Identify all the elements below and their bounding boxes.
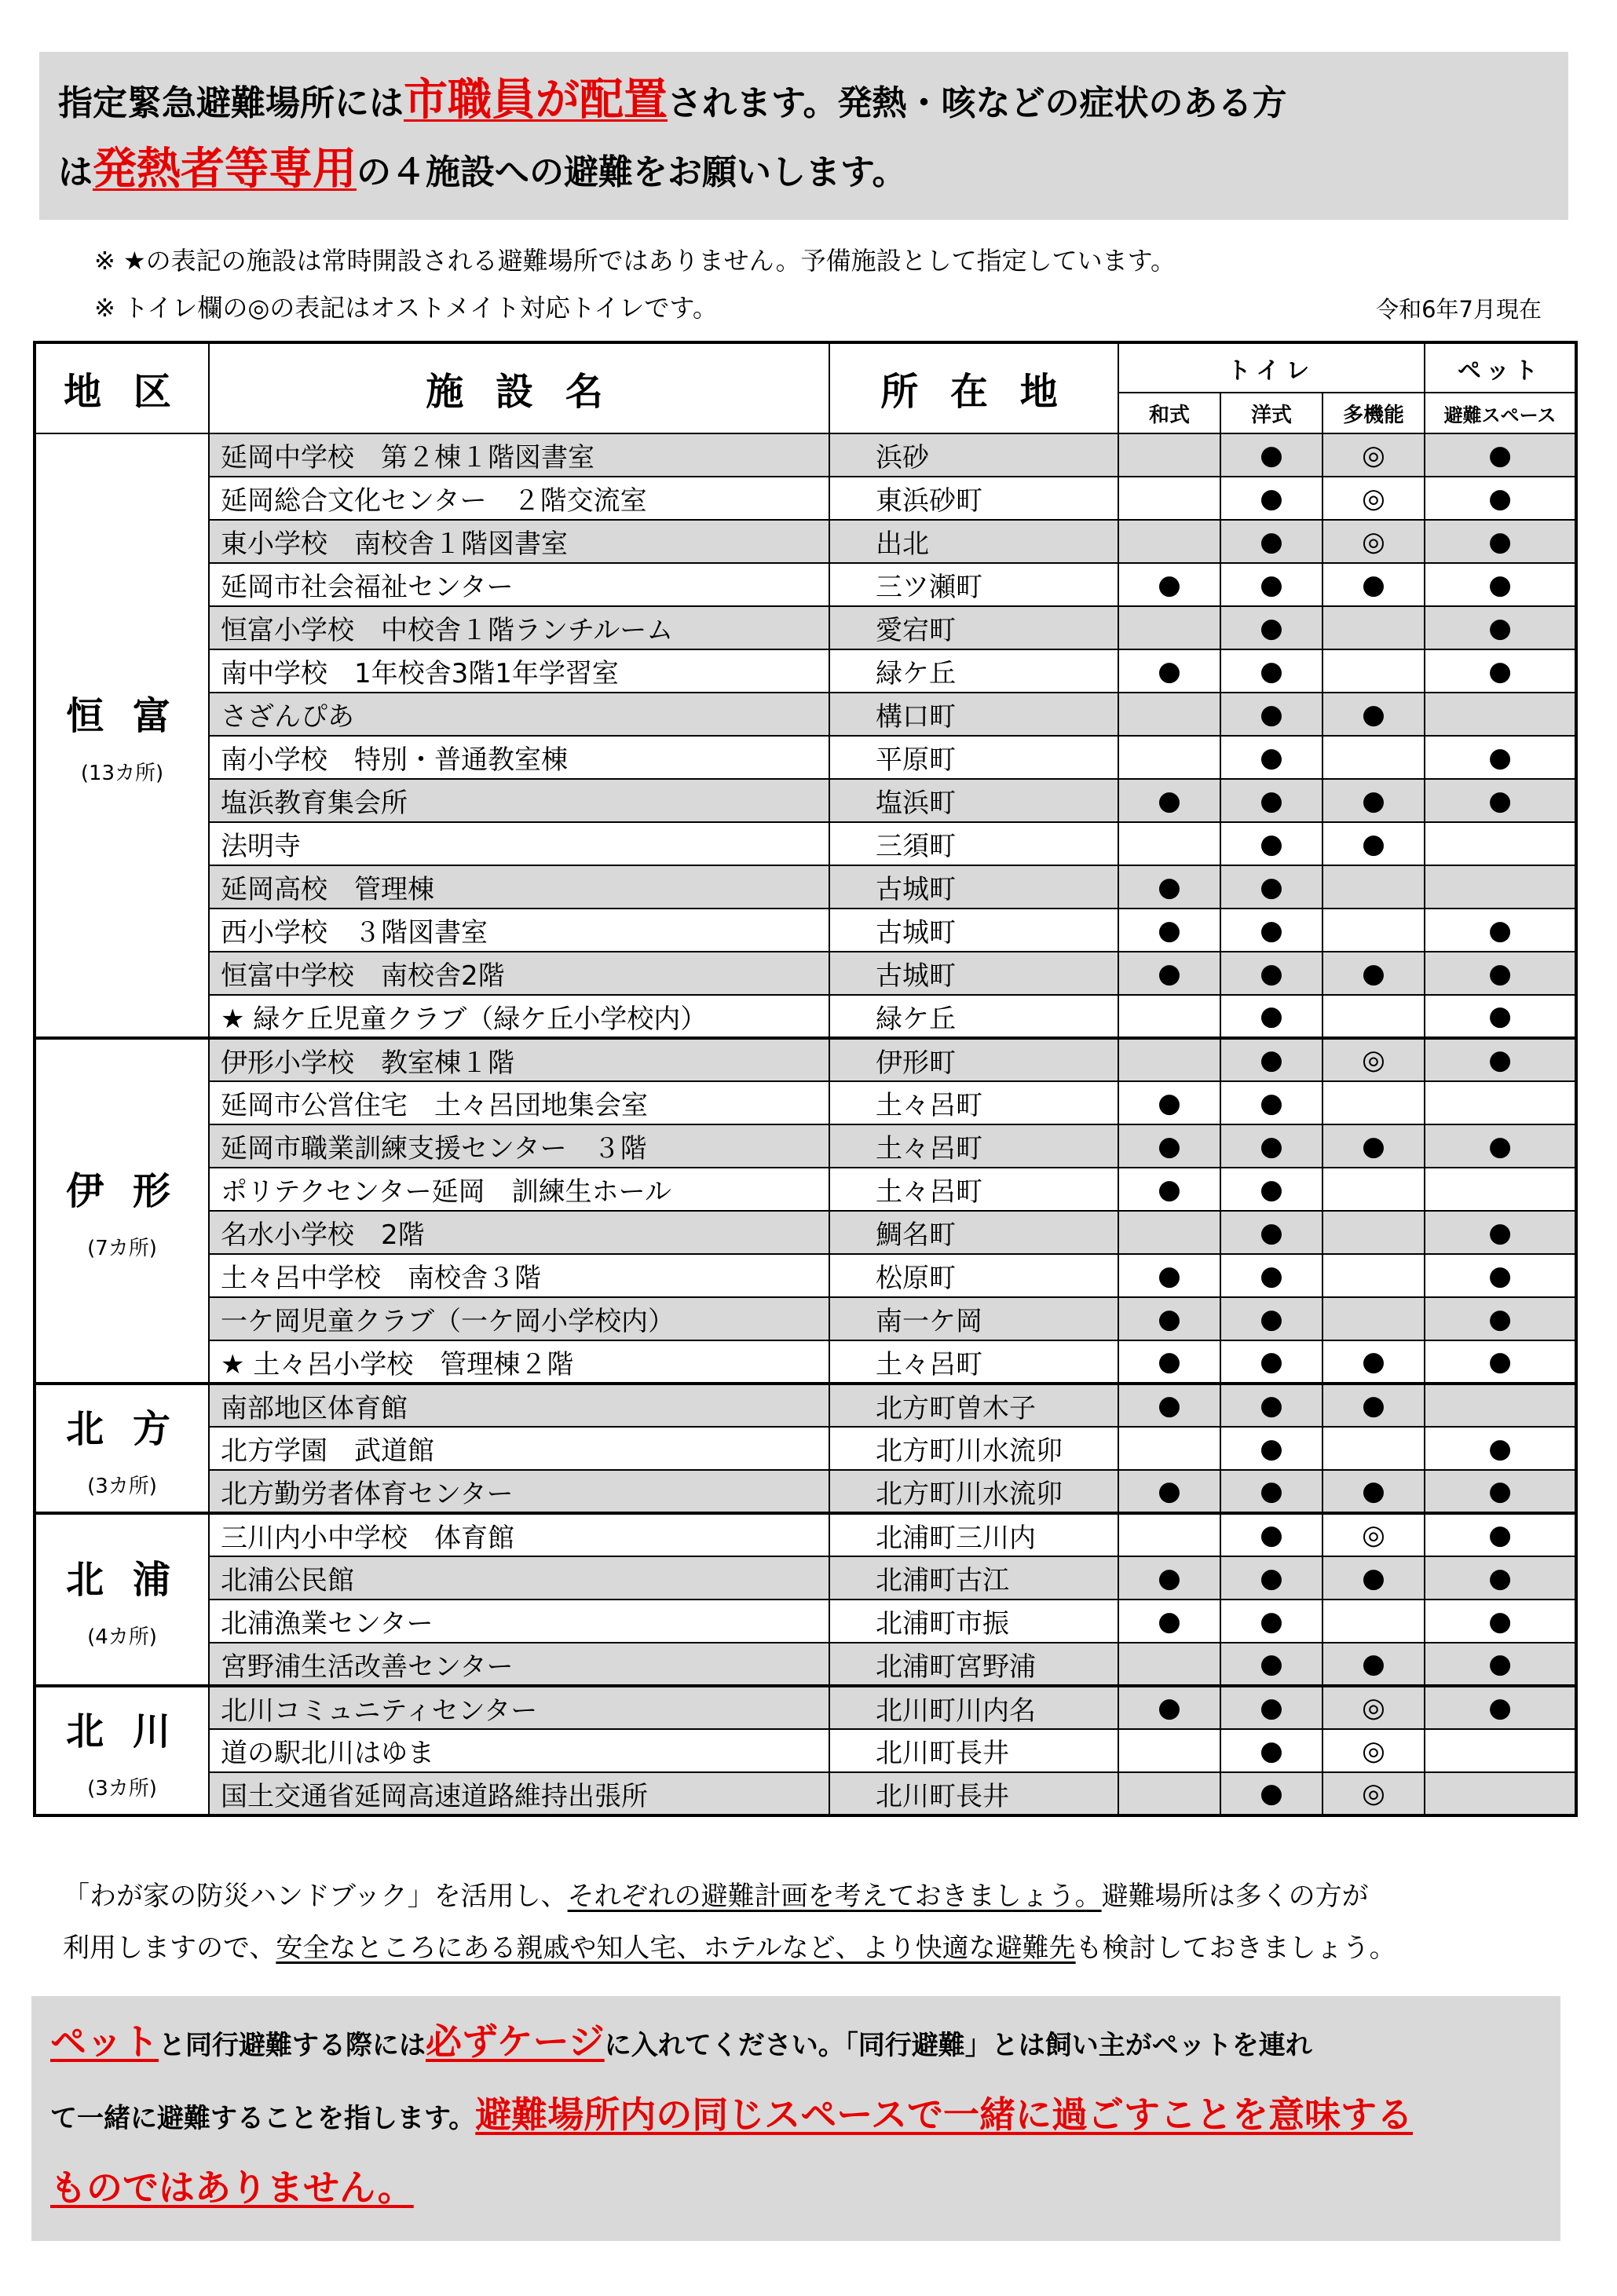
toilet-multi: ● <box>1323 1470 1425 1513</box>
toilet-multi <box>1323 1211 1425 1254</box>
pet-space <box>1425 693 1576 736</box>
pet-warning: 避難場所内の同じスペースで一緒に過ごすことを意味する <box>475 2093 1413 2136</box>
table-row <box>35 1643 1576 1686</box>
toilet-multi: ◎ <box>1323 1729 1425 1772</box>
advice-underline: 安全なところにある親戚や知人宅、ホテルなど、より快適な避難先 <box>276 1932 1076 1964</box>
toilet-multi <box>1323 1427 1425 1470</box>
toilet-washiki <box>1118 693 1220 736</box>
pet-space <box>1425 1081 1576 1124</box>
header-banner <box>39 52 1568 220</box>
facility-name: 北方学園 武道館 <box>209 1427 829 1470</box>
facility-address: 北方町曽木子 <box>829 1384 1118 1427</box>
advice-text: 「わが家の防災ハンドブック」を活用し、 <box>63 1881 568 1912</box>
pet-space: ● <box>1425 1297 1576 1340</box>
facility-address: 緑ケ丘 <box>829 649 1118 693</box>
district-name: 北 方 <box>66 1406 178 1451</box>
note-star: ※ ★の表記の施設は常時開設される避難場所ではありません。予備施設として指定しています。 <box>94 246 1176 276</box>
facility-name: ★ 緑ケ丘児童クラブ（緑ケ丘小学校内） <box>209 995 829 1038</box>
header-toilet: トイレ <box>1118 342 1425 393</box>
header-multi: 多機能 <box>1323 393 1425 433</box>
facility-name: 西小学校 ３階図書室 <box>209 909 829 952</box>
facility-name: 南部地区体育館 <box>209 1384 829 1427</box>
toilet-washiki: ● <box>1118 1297 1220 1340</box>
facility-address: 松原町 <box>829 1254 1118 1297</box>
pet-text: に入れてください。「同行避難」とは飼い主がペットを連れ <box>604 2030 1312 2061</box>
facility-name: 東小学校 南校舎１階図書室 <box>209 520 829 563</box>
toilet-washiki: ● <box>1118 1168 1220 1211</box>
toilet-washiki <box>1118 995 1220 1038</box>
table-row <box>35 1729 1576 1772</box>
table-row <box>35 477 1576 520</box>
pet-space: ● <box>1425 1038 1576 1081</box>
toilet-yoshiki: ● <box>1220 1643 1323 1686</box>
pet-space: ● <box>1425 952 1576 995</box>
pet-space: ● <box>1425 1211 1576 1254</box>
district-cell <box>35 1384 209 1513</box>
toilet-washiki: ● <box>1118 649 1220 693</box>
facility-name: 南小学校 特別・普通教室棟 <box>209 736 829 779</box>
pet-space: ● <box>1425 1643 1576 1686</box>
toilet-washiki <box>1118 1513 1220 1556</box>
facility-address: 伊形町 <box>829 1038 1118 1081</box>
table-row <box>35 779 1576 822</box>
table-row <box>35 1168 1576 1211</box>
toilet-washiki <box>1118 433 1220 477</box>
facility-name: さざんぴあ <box>209 693 829 736</box>
shelter-table <box>33 341 1578 1817</box>
toilet-washiki <box>1118 1729 1220 1772</box>
toilet-yoshiki: ● <box>1220 865 1323 909</box>
toilet-washiki: ● <box>1118 1081 1220 1124</box>
toilet-yoshiki: ● <box>1220 520 1323 563</box>
toilet-yoshiki: ● <box>1220 1729 1323 1772</box>
facility-name: 伊形小学校 教室棟１階 <box>209 1038 829 1081</box>
toilet-yoshiki: ● <box>1220 1600 1323 1643</box>
table-row <box>35 1124 1576 1168</box>
table-row <box>35 736 1576 779</box>
toilet-multi: ● <box>1323 779 1425 822</box>
header-line-2 <box>58 137 1549 206</box>
toilet-washiki <box>1118 736 1220 779</box>
toilet-multi <box>1323 606 1425 649</box>
toilet-multi: ◎ <box>1323 1686 1425 1729</box>
table-row <box>35 520 1576 563</box>
toilet-washiki: ● <box>1118 1254 1220 1297</box>
toilet-multi: ◎ <box>1323 1772 1425 1815</box>
toilet-yoshiki: ● <box>1220 1124 1323 1168</box>
toilet-multi <box>1323 1600 1425 1643</box>
header-pet-space: 避難スペース <box>1425 393 1576 433</box>
toilet-washiki <box>1118 477 1220 520</box>
pet-text: て一緒に避難することを指します。 <box>50 2103 476 2134</box>
advice-text: 避難場所は多くの方が <box>1101 1881 1369 1912</box>
table-row <box>35 909 1576 952</box>
toilet-yoshiki: ● <box>1220 1081 1323 1124</box>
facility-name: 北方勤労者体育センター <box>209 1470 829 1513</box>
pet-space: ● <box>1425 1513 1576 1556</box>
toilet-yoshiki: ● <box>1220 563 1323 606</box>
toilet-yoshiki: ● <box>1220 1254 1323 1297</box>
toilet-multi <box>1323 649 1425 693</box>
toilet-multi <box>1323 736 1425 779</box>
district-cell <box>35 1513 209 1686</box>
toilet-washiki: ● <box>1118 1340 1220 1384</box>
advice-text: 利用しますので、 <box>63 1932 276 1964</box>
toilet-washiki: ● <box>1118 1556 1220 1600</box>
header-yoshiki: 洋式 <box>1220 393 1323 433</box>
toilet-yoshiki: ● <box>1220 433 1323 477</box>
header-text: されます。発熱・咳などの症状のある方 <box>668 83 1287 123</box>
facility-name: 北浦公民館 <box>209 1556 829 1600</box>
facility-address: 出北 <box>829 520 1118 563</box>
table-row <box>35 865 1576 909</box>
toilet-washiki: ● <box>1118 1384 1220 1427</box>
toilet-multi <box>1323 909 1425 952</box>
note-ostomate: ※ トイレ欄の◎の表記はオストメイト対応トイレです。 <box>94 293 718 323</box>
header-district: 地 区 <box>35 342 209 433</box>
toilet-multi: ● <box>1323 693 1425 736</box>
facility-name: 延岡市公営住宅 土々呂団地集会室 <box>209 1081 829 1124</box>
facility-address: 浜砂 <box>829 433 1118 477</box>
toilet-washiki <box>1118 822 1220 865</box>
facility-name: 宮野浦生活改善センター <box>209 1643 829 1686</box>
toilet-washiki: ● <box>1118 952 1220 995</box>
toilet-washiki: ● <box>1118 1600 1220 1643</box>
facility-address: 鯛名町 <box>829 1211 1118 1254</box>
district-count: (7カ所) <box>87 1237 157 1260</box>
toilet-washiki: ● <box>1118 1686 1220 1729</box>
toilet-yoshiki: ● <box>1220 1556 1323 1600</box>
table-row <box>35 1470 1576 1513</box>
header-text: の４施設への避難をお願いします。 <box>357 152 907 192</box>
toilet-yoshiki: ● <box>1220 606 1323 649</box>
toilet-multi: ● <box>1323 952 1425 995</box>
facility-address: 土々呂町 <box>829 1081 1118 1124</box>
table-row <box>35 822 1576 865</box>
facility-address: 平原町 <box>829 736 1118 779</box>
pet-space: ● <box>1425 563 1576 606</box>
advice-underline: それぞれの避難計画を考えておきましょう。 <box>567 1881 1102 1912</box>
facility-address: 北浦町三川内 <box>829 1513 1118 1556</box>
toilet-multi <box>1323 1168 1425 1211</box>
table-row <box>35 649 1576 693</box>
pet-space <box>1425 865 1576 909</box>
table-row <box>35 1211 1576 1254</box>
toilet-multi: ● <box>1323 1124 1425 1168</box>
district-name: 北 浦 <box>66 1558 178 1602</box>
pet-text: と同行避難する際には <box>159 2030 426 2061</box>
toilet-multi: ◎ <box>1323 1038 1425 1081</box>
facility-address: 北川町長井 <box>829 1772 1118 1815</box>
pet-notice-box <box>31 1996 1560 2241</box>
facility-name: 北川コミュニティセンター <box>209 1686 829 1729</box>
toilet-yoshiki: ● <box>1220 822 1323 865</box>
facility-name: 一ケ岡児童クラブ（一ケ岡小学校内） <box>209 1297 829 1340</box>
facility-address: 北川町長井 <box>829 1729 1118 1772</box>
facility-name: 国土交通省延岡高速道路維持出張所 <box>209 1772 829 1815</box>
pet-space <box>1425 1384 1576 1427</box>
toilet-multi <box>1323 865 1425 909</box>
pet-space: ● <box>1425 779 1576 822</box>
pet-space: ● <box>1425 736 1576 779</box>
pet-space: ● <box>1425 1124 1576 1168</box>
toilet-washiki <box>1118 1427 1220 1470</box>
toilet-yoshiki: ● <box>1220 1038 1323 1081</box>
facility-name: 道の駅北川はゆま <box>209 1729 829 1772</box>
toilet-yoshiki: ● <box>1220 1340 1323 1384</box>
district-count: (3カ所) <box>87 1776 157 1801</box>
facility-name: 延岡高校 管理棟 <box>209 865 829 909</box>
district-cell <box>35 433 209 1038</box>
advice-paragraph <box>63 1870 1571 1974</box>
table-row <box>35 1297 1576 1340</box>
district-name: 伊 形 <box>66 1169 178 1213</box>
header-washiki: 和式 <box>1118 393 1220 433</box>
toilet-yoshiki: ● <box>1220 1297 1323 1340</box>
header-text: 指定緊急避難場所には <box>58 83 404 123</box>
district-name: 恒 富 <box>66 693 178 738</box>
shelter-rows <box>35 433 1576 1815</box>
toilet-yoshiki: ● <box>1220 693 1323 736</box>
facility-address: 北浦町市振 <box>829 1600 1118 1643</box>
toilet-washiki: ● <box>1118 909 1220 952</box>
facility-address: 北方町川水流卯 <box>829 1427 1118 1470</box>
toilet-yoshiki: ● <box>1220 1168 1323 1211</box>
pet-space: ● <box>1425 606 1576 649</box>
toilet-washiki <box>1118 1772 1220 1815</box>
facility-address: 構口町 <box>829 693 1118 736</box>
toilet-yoshiki: ● <box>1220 779 1323 822</box>
table-row <box>35 433 1576 477</box>
pet-space: ● <box>1425 1340 1576 1384</box>
facility-name: 北浦漁業センター <box>209 1600 829 1643</box>
facility-name: 延岡市社会福祉センター <box>209 563 829 606</box>
facility-address: 土々呂町 <box>829 1124 1118 1168</box>
facility-address: 愛宕町 <box>829 606 1118 649</box>
toilet-yoshiki: ● <box>1220 1686 1323 1729</box>
header-highlight-fever: 発熱者等専用 <box>93 144 357 195</box>
advice-line-1 <box>63 1870 1571 1922</box>
toilet-multi: ● <box>1323 563 1425 606</box>
as-of-date: 令和6年7月現在 <box>1376 296 1542 323</box>
pet-space: ● <box>1425 1556 1576 1600</box>
pet-space: ● <box>1425 909 1576 952</box>
table-row <box>35 952 1576 995</box>
toilet-washiki: ● <box>1118 1124 1220 1168</box>
pet-space: ● <box>1425 649 1576 693</box>
table-row <box>35 1254 1576 1297</box>
facility-name: ★ 土々呂小学校 管理棟２階 <box>209 1340 829 1384</box>
facility-address: 土々呂町 <box>829 1168 1118 1211</box>
facility-address: 三ツ瀬町 <box>829 563 1118 606</box>
toilet-yoshiki: ● <box>1220 909 1323 952</box>
table-row <box>35 1384 1576 1427</box>
toilet-yoshiki: ● <box>1220 952 1323 995</box>
table-row <box>35 1038 1576 1081</box>
table-row <box>35 1600 1576 1643</box>
toilet-washiki <box>1118 606 1220 649</box>
table-row <box>35 1513 1576 1556</box>
toilet-multi: ● <box>1323 1556 1425 1600</box>
table-row <box>35 563 1576 606</box>
facility-name: 法明寺 <box>209 822 829 865</box>
facility-address: 北川町川内名 <box>829 1686 1118 1729</box>
toilet-yoshiki: ● <box>1220 1772 1323 1815</box>
toilet-yoshiki: ● <box>1220 1513 1323 1556</box>
facility-address: 北方町川水流卯 <box>829 1470 1118 1513</box>
toilet-yoshiki: ● <box>1220 736 1323 779</box>
facility-address: 土々呂町 <box>829 1340 1118 1384</box>
facility-address: 三須町 <box>829 822 1118 865</box>
table-row <box>35 1556 1576 1600</box>
facility-name: 延岡総合文化センター ２階交流室 <box>209 477 829 520</box>
toilet-multi <box>1323 1081 1425 1124</box>
facility-address: 塩浜町 <box>829 779 1118 822</box>
toilet-yoshiki: ● <box>1220 1470 1323 1513</box>
facility-name: 塩浜教育集会所 <box>209 779 829 822</box>
pet-space: ● <box>1425 433 1576 477</box>
header-pet: ペット <box>1425 342 1576 393</box>
district-cell <box>35 1686 209 1815</box>
facility-name: 恒富中学校 南校舎2階 <box>209 952 829 995</box>
pet-line-2 <box>50 2080 1542 2153</box>
table-row <box>35 1427 1576 1470</box>
facility-name: ポリテクセンター延岡 訓練生ホール <box>209 1168 829 1211</box>
district-count: (13カ所) <box>80 761 164 785</box>
toilet-multi: ● <box>1323 1340 1425 1384</box>
advice-text: も検討しておきましょう。 <box>1075 1932 1396 1964</box>
cage-highlight: 必ずケージ <box>426 2020 605 2063</box>
header-line-1 <box>58 68 1549 137</box>
toilet-washiki: ● <box>1118 1470 1220 1513</box>
table-row <box>35 606 1576 649</box>
pet-space: ● <box>1425 1600 1576 1643</box>
toilet-multi: ◎ <box>1323 1513 1425 1556</box>
toilet-yoshiki: ● <box>1220 1427 1323 1470</box>
facility-address: 南一ケ岡 <box>829 1297 1118 1340</box>
facility-name: 延岡市職業訓練支援センター ３階 <box>209 1124 829 1168</box>
table-row <box>35 1340 1576 1384</box>
pet-space <box>1425 1729 1576 1772</box>
pet-highlight: ペット <box>50 2020 159 2063</box>
table-row <box>35 1686 1576 1729</box>
facility-name: 南中学校 1年校舎3階1年学習室 <box>209 649 829 693</box>
facility-address: 古城町 <box>829 865 1118 909</box>
toilet-washiki <box>1118 1643 1220 1686</box>
facility-name: 三川内小中学校 体育館 <box>209 1513 829 1556</box>
toilet-multi: ◎ <box>1323 477 1425 520</box>
pet-space: ● <box>1425 1427 1576 1470</box>
facility-address: 緑ケ丘 <box>829 995 1118 1038</box>
facility-address: 東浜砂町 <box>829 477 1118 520</box>
table-row <box>35 995 1576 1038</box>
pet-space: ● <box>1425 1254 1576 1297</box>
pet-space: ● <box>1425 477 1576 520</box>
header-address: 所 在 地 <box>829 342 1118 433</box>
facility-name: 名水小学校 2階 <box>209 1211 829 1254</box>
toilet-multi: ◎ <box>1323 520 1425 563</box>
pet-space: ● <box>1425 1470 1576 1513</box>
district-name: 北 川 <box>66 1709 178 1753</box>
district-cell <box>35 1038 209 1384</box>
facility-name: 恒富小学校 中校舎１階ランチルーム <box>209 606 829 649</box>
header-facility: 施 設 名 <box>209 342 829 433</box>
toilet-multi <box>1323 995 1425 1038</box>
toilet-washiki: ● <box>1118 865 1220 909</box>
facility-address: 古城町 <box>829 952 1118 995</box>
header-highlight-staff: 市職員が配置 <box>404 75 668 126</box>
pet-warning-end: ものではありません。 <box>50 2166 414 2209</box>
pet-space <box>1425 1168 1576 1211</box>
toilet-yoshiki: ● <box>1220 649 1323 693</box>
toilet-multi: ● <box>1323 1643 1425 1686</box>
facility-name: 延岡中学校 第２棟１階図書室 <box>209 433 829 477</box>
toilet-yoshiki: ● <box>1220 995 1323 1038</box>
toilet-multi: ● <box>1323 822 1425 865</box>
pet-line-1 <box>50 2007 1542 2080</box>
toilet-multi: ● <box>1323 1384 1425 1427</box>
table-row <box>35 1081 1576 1124</box>
toilet-washiki <box>1118 520 1220 563</box>
toilet-washiki: ● <box>1118 779 1220 822</box>
facility-address: 北浦町古江 <box>829 1556 1118 1600</box>
pet-space <box>1425 1772 1576 1815</box>
pet-line-3 <box>50 2153 1542 2226</box>
district-count: (4カ所) <box>87 1625 157 1649</box>
toilet-yoshiki: ● <box>1220 1384 1323 1427</box>
toilet-multi <box>1323 1254 1425 1297</box>
pet-space: ● <box>1425 995 1576 1038</box>
notes <box>94 237 1555 331</box>
pet-space: ● <box>1425 1686 1576 1729</box>
toilet-yoshiki: ● <box>1220 477 1323 520</box>
header-text: は <box>58 152 93 192</box>
toilet-washiki: ● <box>1118 563 1220 606</box>
table-row <box>35 693 1576 736</box>
facility-address: 古城町 <box>829 909 1118 952</box>
toilet-multi <box>1323 1297 1425 1340</box>
pet-space: ● <box>1425 520 1576 563</box>
toilet-multi: ◎ <box>1323 433 1425 477</box>
facility-name: 土々呂中学校 南校舎３階 <box>209 1254 829 1297</box>
facility-address: 北浦町宮野浦 <box>829 1643 1118 1686</box>
toilet-washiki <box>1118 1038 1220 1081</box>
district-count: (3カ所) <box>87 1474 157 1498</box>
toilet-yoshiki: ● <box>1220 1211 1323 1254</box>
pet-space <box>1425 822 1576 865</box>
toilet-washiki <box>1118 1211 1220 1254</box>
table-row <box>35 1772 1576 1815</box>
advice-line-2 <box>63 1922 1571 1974</box>
